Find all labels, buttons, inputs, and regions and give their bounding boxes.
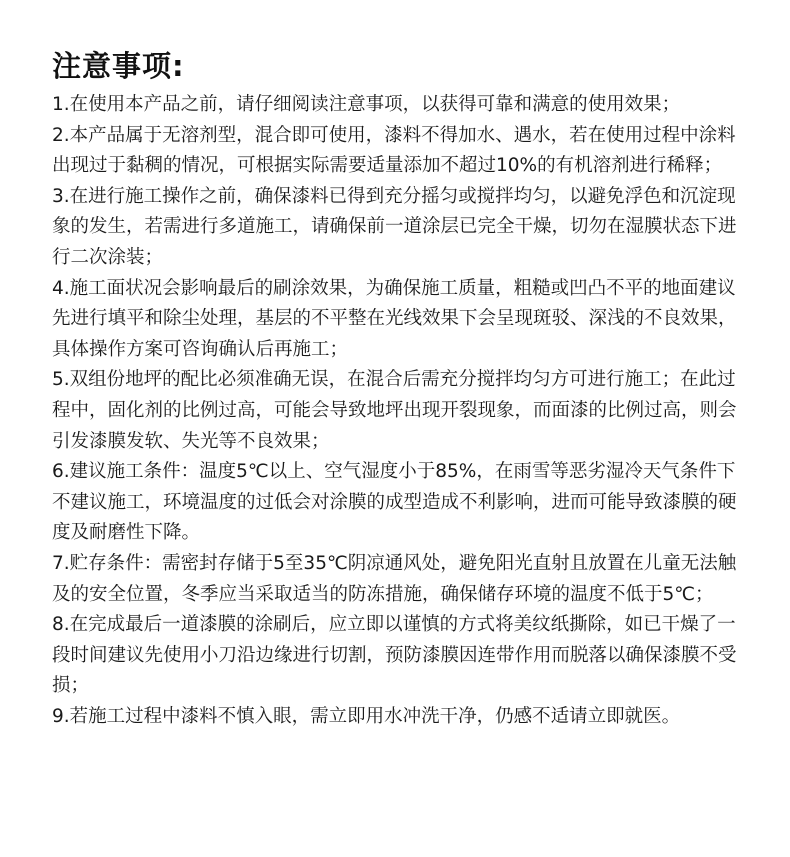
notice-item-2: 2.本产品属于无溶剂型，混合即可使用，漆料不得加水、遇水，若在使用过程中涂料出现过于黏稠的情况，可根据实际需要适量添加不超过10%的有机溶剂进行稀释；: [52, 124, 736, 177]
page-title: 注意事项:: [52, 49, 185, 83]
notice-item-1: 1.在使用本产品之前，请仔细阅读注意事项，以获得可靠和满意的使用效果；: [52, 94, 681, 115]
notice-item-4: 4.施工面状况会影响最后的刷涂效果，为确保施工质量，粗糙或凹凸不平的地面建议先进行填平和除尘处理，基层的不平整在光线效果下会呈现斑驳、深浅的不良效果，具体操作方案可咨询确认后再施工；: [52, 277, 737, 360]
notice-item-5: 5.双组份地坪的配比必须准确无误，在混合后需充分搅拌均匀方可进行施工；在此过程中，固化剂的比例过高，可能会导致地坪出现开裂现象，而面漆的比例过高，则会引发漆膜发软、失光等不良效果；: [52, 369, 737, 452]
notice-item-9: 9.若施工过程中漆料不慎入眼，需立即用水冲洗干净，仍感不适请立即就医。: [52, 705, 681, 727]
notice-item-6: 6.建议施工条件：温度5℃以上、空气湿度小于85%，在雨雪等恶劣湿冷天气条件下不建议施工，环境温度的过低会对涂膜的成型造成不利影响，进而可能导致漆膜的硬度及耐磨性下降。: [52, 461, 737, 544]
notice-list: [52, 90, 742, 732]
notice-section: [52, 44, 742, 732]
notice-item-3: 3.在进行施工操作之前，确保漆料已得到充分摇匀或搅拌均匀，以避免浮色和沉淀现象的发生，若需进行多道施工，请确保前一道涂层已完全干燥，切勿在湿膜状态下进行二次涂装；: [52, 185, 737, 268]
notice-item-8: 8.在完成最后一道漆膜的涂刷后，应立即以谨慎的方式将美纹纸撕除，如已干燥了一段时间建议先使用小刀沿边缘进行切割，预防漆膜因连带作用而脱落以确保漆膜不受损；: [52, 614, 737, 697]
notice-item-7: 7.贮存条件：需密封存储于5至35℃阴凉通风处，避免阳光直射且放置在儿童无法触及的安全位置，冬季应当采取适当的防冻措施，确保储存环境的温度不低于5℃；: [52, 552, 737, 605]
